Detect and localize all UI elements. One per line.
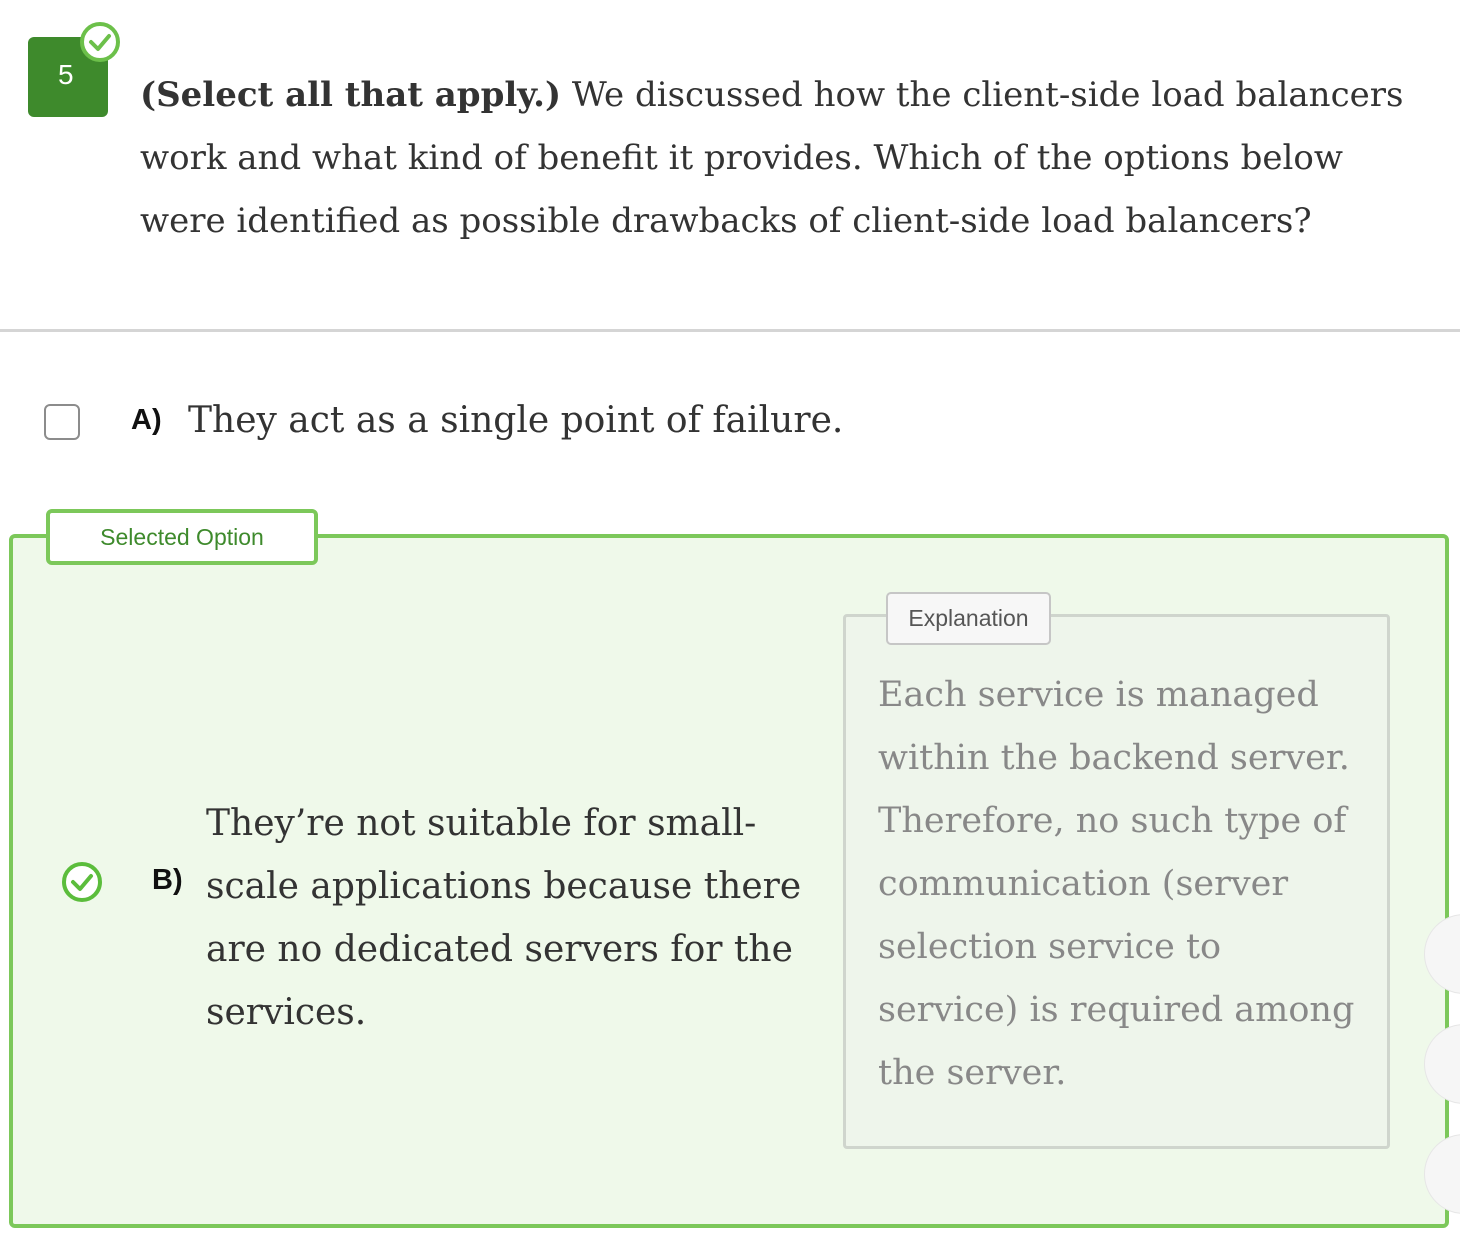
option-a-checkbox[interactable]: [44, 404, 80, 440]
question-number: 5: [58, 59, 74, 90]
divider: [0, 329, 1460, 332]
explanation-label: Explanation: [886, 592, 1051, 645]
question-instruction: (Select all that apply.): [140, 75, 562, 115]
question-text: [140, 64, 1430, 253]
option-b-text[interactable]: They’re not suitable for small-scale applications because there are no dedicated servers for the services.: [206, 803, 802, 1033]
check-circle-icon: [78, 20, 122, 64]
explanation-text: Each service is managed within the backend server. Therefore, no such type of communication (server selection service to service) is required among the server.: [878, 675, 1355, 1093]
question-body: We discussed how the client-side load balancers work and what kind of benefit it provides. Which of the options below were identified as possible drawbacks of client-side load balancers?: [140, 75, 1404, 241]
option-a-text[interactable]: They act as a single point of failure.: [188, 400, 844, 441]
option-a-letter: A): [131, 404, 162, 436]
selected-option-label: Selected Option: [46, 509, 318, 565]
option-b-letter: B): [152, 864, 183, 896]
check-circle-icon[interactable]: [60, 860, 104, 904]
